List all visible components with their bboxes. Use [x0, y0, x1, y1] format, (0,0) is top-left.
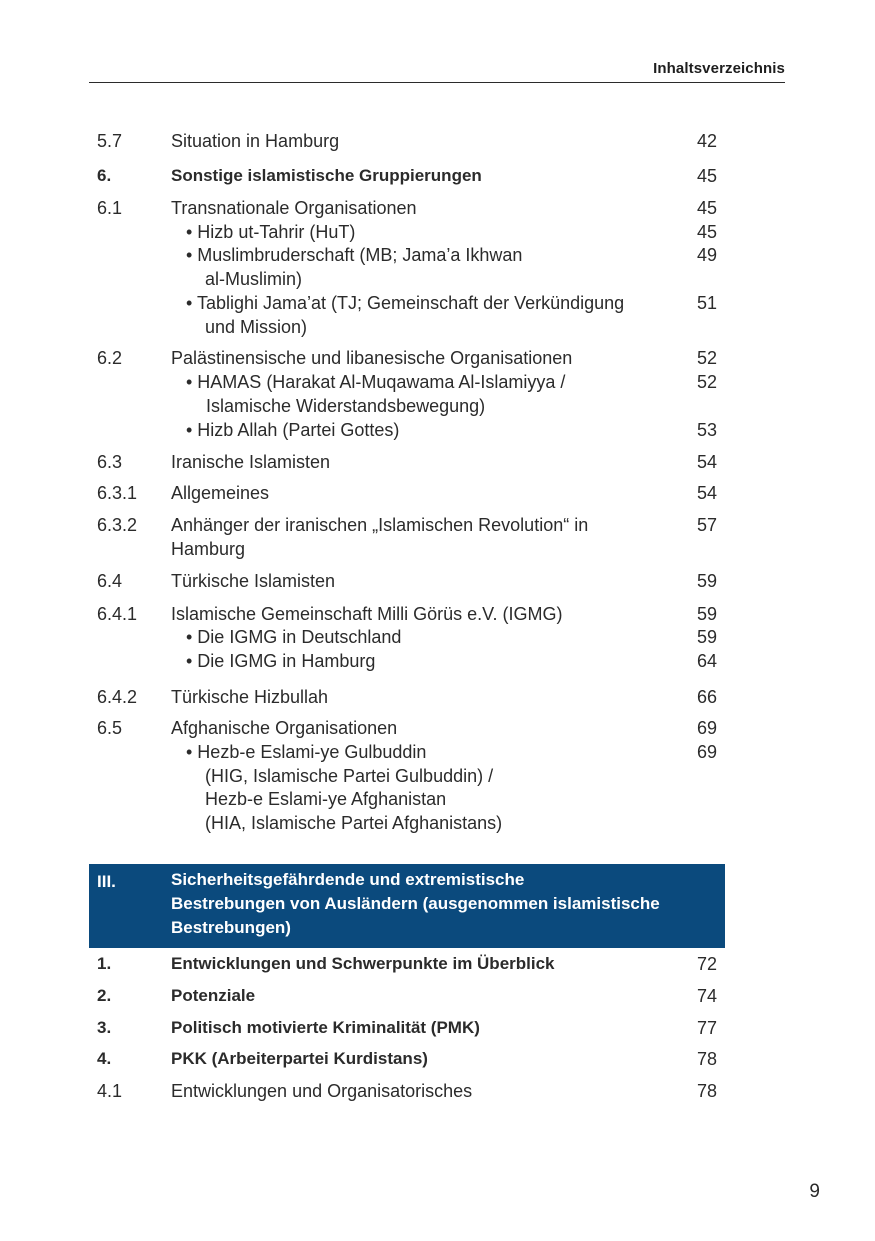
toc-page: 74	[696, 986, 717, 1006]
toc-number: 1.	[97, 954, 112, 973]
toc-page: 45	[696, 198, 717, 218]
toc-number: 6.4.1	[97, 604, 138, 624]
toc-page: 54	[696, 452, 717, 472]
toc-title: Situation in Hamburg	[171, 131, 340, 151]
toc-subitem: • Muslimbruderschaft (MB; Jama’a Ikhwan	[186, 245, 523, 265]
toc-number: 5.7	[97, 131, 123, 151]
toc-page: 69	[696, 718, 717, 738]
toc-title: Transnationale Organisationen	[171, 198, 417, 218]
toc-subitem: • Hizb ut-Tahrir (HuT)	[186, 222, 356, 242]
page-number: 9	[809, 1181, 820, 1202]
toc-number: 6.5	[97, 718, 123, 738]
toc-title: Entwicklungen und Organisatorisches	[171, 1081, 473, 1101]
section-title	[171, 868, 660, 940]
toc-subitem: • Die IGMG in Deutschland	[186, 627, 402, 647]
toc-subitem: • Hezb-e Eslami-ye Gulbuddin	[186, 742, 427, 762]
toc-title: Entwicklungen und Schwerpunkte im Überblick	[171, 954, 555, 973]
toc-title: Iranische Islamisten	[171, 452, 331, 472]
toc-subitem-page: 45	[696, 222, 717, 242]
toc-subitem-page: 51	[696, 293, 717, 313]
toc-subitem-continuation: (HIG, Islamische Partei Gulbuddin) /	[205, 766, 494, 786]
toc-number: 6.	[97, 166, 112, 185]
toc-number: 6.3	[97, 452, 123, 472]
toc-number: 6.3.2	[97, 515, 138, 535]
toc-title: Türkische Hizbullah	[171, 687, 329, 707]
section-title-line: Sicherheitsgefährdende und extremistische	[171, 870, 525, 889]
toc-page: 59	[696, 571, 717, 591]
section-heading-band	[89, 864, 725, 948]
toc-subitem-continuation: (HIA, Islamische Partei Afghanistans)	[205, 813, 503, 833]
section-number: III.	[97, 872, 116, 891]
toc-title: Türkische Islamisten	[171, 571, 336, 591]
toc-subitem-continuation: Hezb-e Eslami-ye Afghanistan	[205, 789, 447, 809]
toc-title: Potenziale	[171, 986, 256, 1005]
toc-subitem-page: 64	[696, 651, 717, 671]
toc-page: 72	[696, 954, 717, 974]
toc-page: 66	[696, 687, 717, 707]
toc-page: 57	[696, 515, 717, 535]
toc-subitem-page: 49	[696, 245, 717, 265]
toc-subitem-continuation: al-Muslimin)	[205, 269, 303, 289]
toc-number: 6.4	[97, 571, 123, 591]
section-title-line: Bestrebungen von Ausländern (ausgenommen islamistische	[171, 894, 660, 913]
toc-page: 54	[696, 483, 717, 503]
toc-page: 45	[696, 166, 717, 186]
toc-subitem: • HAMAS (Harakat Al-Muqawama Al-Islamiyya /	[186, 372, 566, 392]
toc-number: 6.2	[97, 348, 123, 368]
toc-page: 78	[696, 1081, 717, 1101]
toc-page: 77	[696, 1018, 717, 1038]
toc-subitem: • Tablighi Jama’at (TJ; Gemeinschaft der Verkündigung	[186, 293, 625, 313]
toc-number: 6.3.1	[97, 483, 138, 503]
toc-number: 3.	[97, 1018, 112, 1037]
toc-title: Politisch motivierte Kriminalität (PMK)	[171, 1018, 480, 1037]
toc-number: 6.4.2	[97, 687, 138, 707]
toc-page: 78	[696, 1049, 717, 1069]
toc-title: Sonstige islamistische Gruppierungen	[171, 166, 482, 185]
toc-page: 59	[696, 604, 717, 624]
header-rule	[89, 82, 785, 83]
toc-subitem-continuation: Islamische Widerstandsbewegung)	[206, 396, 486, 416]
toc-number: 6.1	[97, 198, 123, 218]
toc-subitem-page: 53	[696, 420, 717, 440]
toc-subitem-page: 69	[696, 742, 717, 762]
toc-subitem-page: 52	[696, 372, 717, 392]
toc-title: Anhänger der iranischen „Islamischen Revolution“ in	[171, 515, 589, 535]
running-header: Inhaltsverzeichnis	[653, 60, 785, 77]
toc-page: 52	[696, 348, 717, 368]
toc-title: Allgemeines	[171, 483, 270, 503]
toc-subitem: • Hizb Allah (Partei Gottes)	[186, 420, 400, 440]
toc-number: 4.	[97, 1049, 112, 1068]
toc-title-continuation: Hamburg	[171, 539, 246, 559]
toc-subitem: • Die IGMG in Hamburg	[186, 651, 376, 671]
toc-title: Afghanische Organisationen	[171, 718, 398, 738]
toc-title: Islamische Gemeinschaft Milli Görüs e.V. (IGMG)	[171, 604, 563, 624]
toc-title: PKK (Arbeiterpartei Kurdistans)	[171, 1049, 428, 1068]
toc-number: 4.1	[97, 1081, 123, 1101]
toc-subitem-page: 59	[696, 627, 717, 647]
section-title-line: Bestrebungen)	[171, 918, 291, 937]
toc-title: Palästinensische und libanesische Organisationen	[171, 348, 573, 368]
toc-page: 42	[696, 131, 717, 151]
toc-number: 2.	[97, 986, 112, 1005]
toc-subitem-continuation: und Mission)	[205, 317, 308, 337]
